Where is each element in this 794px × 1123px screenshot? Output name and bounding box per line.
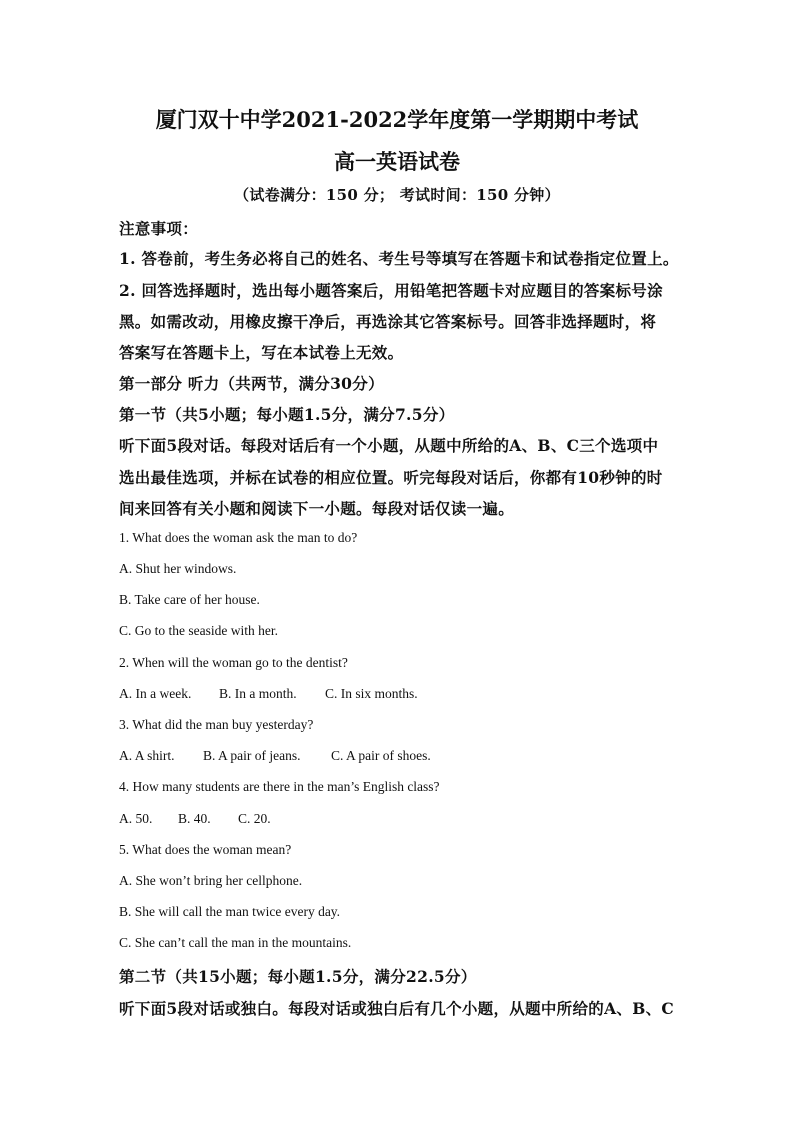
question-1-option-c: C. Go to the seaside with her. <box>119 623 278 638</box>
note-item-2-line-2: 黑。如需改动，用橡皮擦干净后，再选涂其它答案标号。回答非选择题时，将 <box>119 312 657 331</box>
question-5-option-b: B. She will call the man twice every day. <box>119 904 341 919</box>
section1-heading: 第一节（共5小题；每小题1.5分，满分7.5分） <box>119 405 455 424</box>
question-2-option-a: A. In a week. <box>119 686 192 701</box>
exam-info: （试卷满分：150 分； 考试时间：150 分钟） <box>234 186 560 204</box>
question-3-stem: 3. What did the man buy yesterday? <box>119 717 314 732</box>
question-4-stem: 4. How many students are there in the man’s English class? <box>119 779 440 794</box>
notes-heading: 注意事项： <box>119 219 199 238</box>
question-2-stem: 2. When will the woman go to the dentist? <box>119 655 348 670</box>
question-3-options <box>119 748 431 764</box>
question-3-option-b: B. A pair of jeans. <box>203 748 301 763</box>
question-3-option-a: A. A shirt. <box>119 748 175 763</box>
section2-heading: 第二节（共15小题；每小题1.5分，满分22.5分） <box>119 967 477 986</box>
section1-instruction-line-3: 间来回答有关小题和阅读下一小题。每段对话仅读一遍。 <box>119 499 515 518</box>
question-5-option-a: A. She won’t bring her cellphone. <box>119 873 303 888</box>
question-1-stem: 1. What does the woman ask the man to do? <box>119 530 358 545</box>
question-4-option-a: A. 50. <box>119 811 153 826</box>
section2-instruction-line-1: 听下面5段对话或独白。每段对话或独白后有几个小题，从题中所给的A、B、C <box>119 999 675 1018</box>
section1-instruction-line-1: 听下面5段对话。每段对话后有一个小题，从题中所给的A、B、C三个选项中 <box>119 436 659 455</box>
note-item-2-line-3: 答案写在答题卡上，写在本试卷上无效。 <box>119 343 404 362</box>
question-4-option-b: B. 40. <box>178 811 211 826</box>
question-1-option-b: B. Take care of her house. <box>119 592 260 607</box>
question-4-options <box>119 811 271 827</box>
note-item-1: 1. 答卷前，考生务必将自己的姓名、考生号等填写在答题卡和试卷指定位置上。 <box>119 249 679 268</box>
exam-title: 厦门双十中学2021-2022学年度第一学期期中考试 <box>155 107 639 132</box>
question-5-stem: 5. What does the woman mean? <box>119 842 292 857</box>
question-2-option-c: C. In six months. <box>325 686 418 701</box>
question-3-option-c: C. A pair of shoes. <box>331 748 431 763</box>
question-5-option-c: C. She can’t call the man in the mountains. <box>119 935 352 950</box>
note-item-2-line-1: 2. 回答选择题时，选出每小题答案后，用铅笔把答题卡对应题目的答案标号涂 <box>119 281 663 300</box>
exam-subtitle: 高一英语试卷 <box>334 149 460 174</box>
question-4-option-c: C. 20. <box>238 811 271 826</box>
question-2-options <box>119 686 418 702</box>
question-1-option-a: A. Shut her windows. <box>119 561 237 576</box>
part1-heading: 第一部分 听力（共两节，满分30分） <box>119 374 384 393</box>
section1-instruction-line-2: 选出最佳选项，并标在试卷的相应位置。听完每段对话后，你都有10秒钟的时 <box>119 468 663 487</box>
question-2-option-b: B. In a month. <box>219 686 297 701</box>
